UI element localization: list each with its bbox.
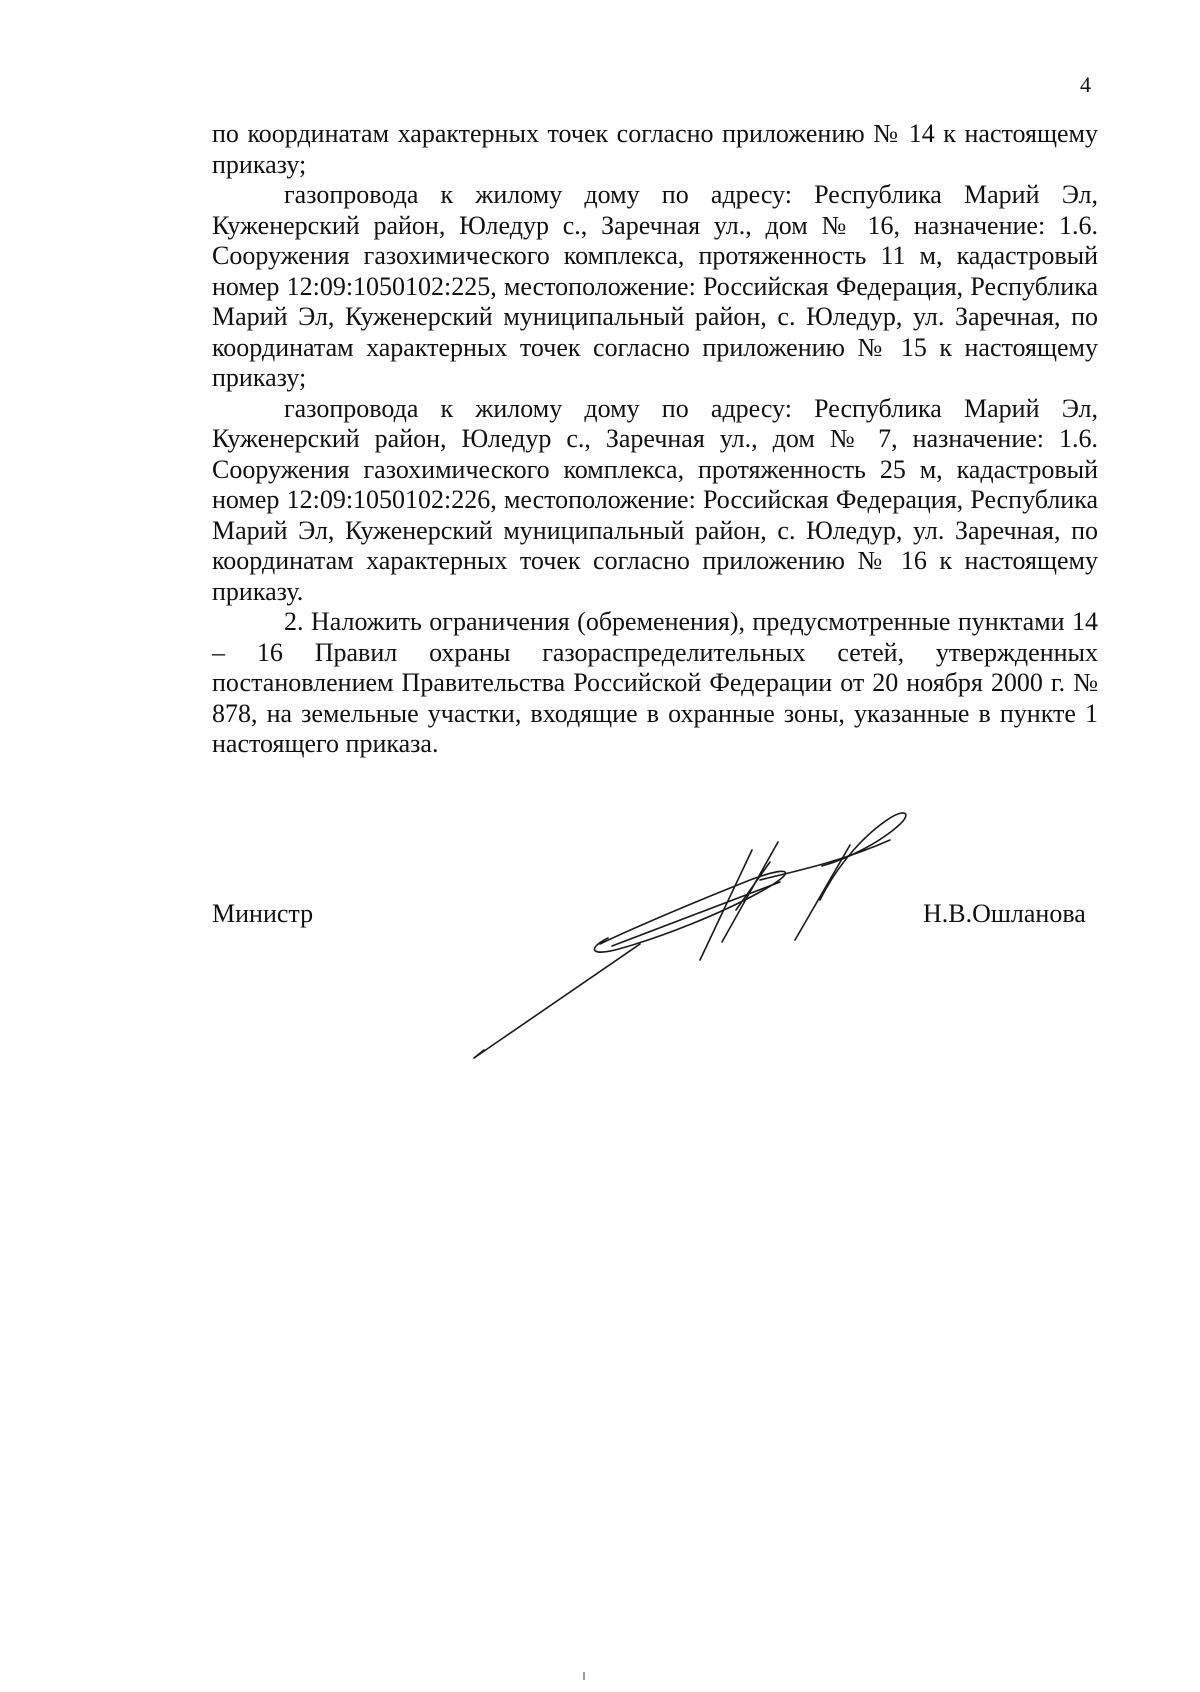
paragraph-gas-pipeline-house-16: газопровода к жилому дому по адресу: Республика Марий Эл, Куженерский район, Юледур с., Заречная ул., дом № 16, назначение: 1.6. Сооружения газохимического комплекса, протяженность 11 м, кадастровый номер 12:09:1050102:225, местоположение: Российская Федерация, Республика Марий Эл, Куженерский муниципальный район, с. Юледур, ул. Заречная, по координатам характерных точек согласно приложению № 15 к настоящему приказу;	[212, 180, 1098, 392]
paragraph-coordinates-appendix-14: по координатам характерных точек согласно приложению № 14 к настоящему приказу;	[212, 119, 1098, 179]
signatory-name: Н.В.Ошланова	[923, 899, 1086, 928]
signatory-position: Министр	[212, 899, 314, 928]
page-number: 4	[1080, 72, 1091, 97]
paragraph-gas-pipeline-house-7: газопровода к жилому дому по адресу: Республика Марий Эл, Куженерский район, Юледур с., Заречная ул., дом № 7, назначение: 1.6. Сооружения газохимического комплекса, протяженность 25 м, кадастровый номер 12:09:1050102:226, местоположение: Российская Федерация, Республика Марий Эл, Куженерский муниципальный район, с. Юледур, ул. Заречная, по координатам характерных точек согласно приложению № 16 к настоящему приказу.	[212, 393, 1098, 606]
paragraph-restrictions: 2. Наложить ограничения (обременения), предусмотренные пунктами 14 – 16 Правил охраны газораспределительных сетей, утвержденных постановлением Правительства Российской Федерации от 20 ноября 2000 г. № 878, на земельные участки, входящие в охранные зоны, указанные в пункте 1 настоящего приказа.	[212, 607, 1098, 758]
scan-artifact	[583, 1672, 585, 1680]
